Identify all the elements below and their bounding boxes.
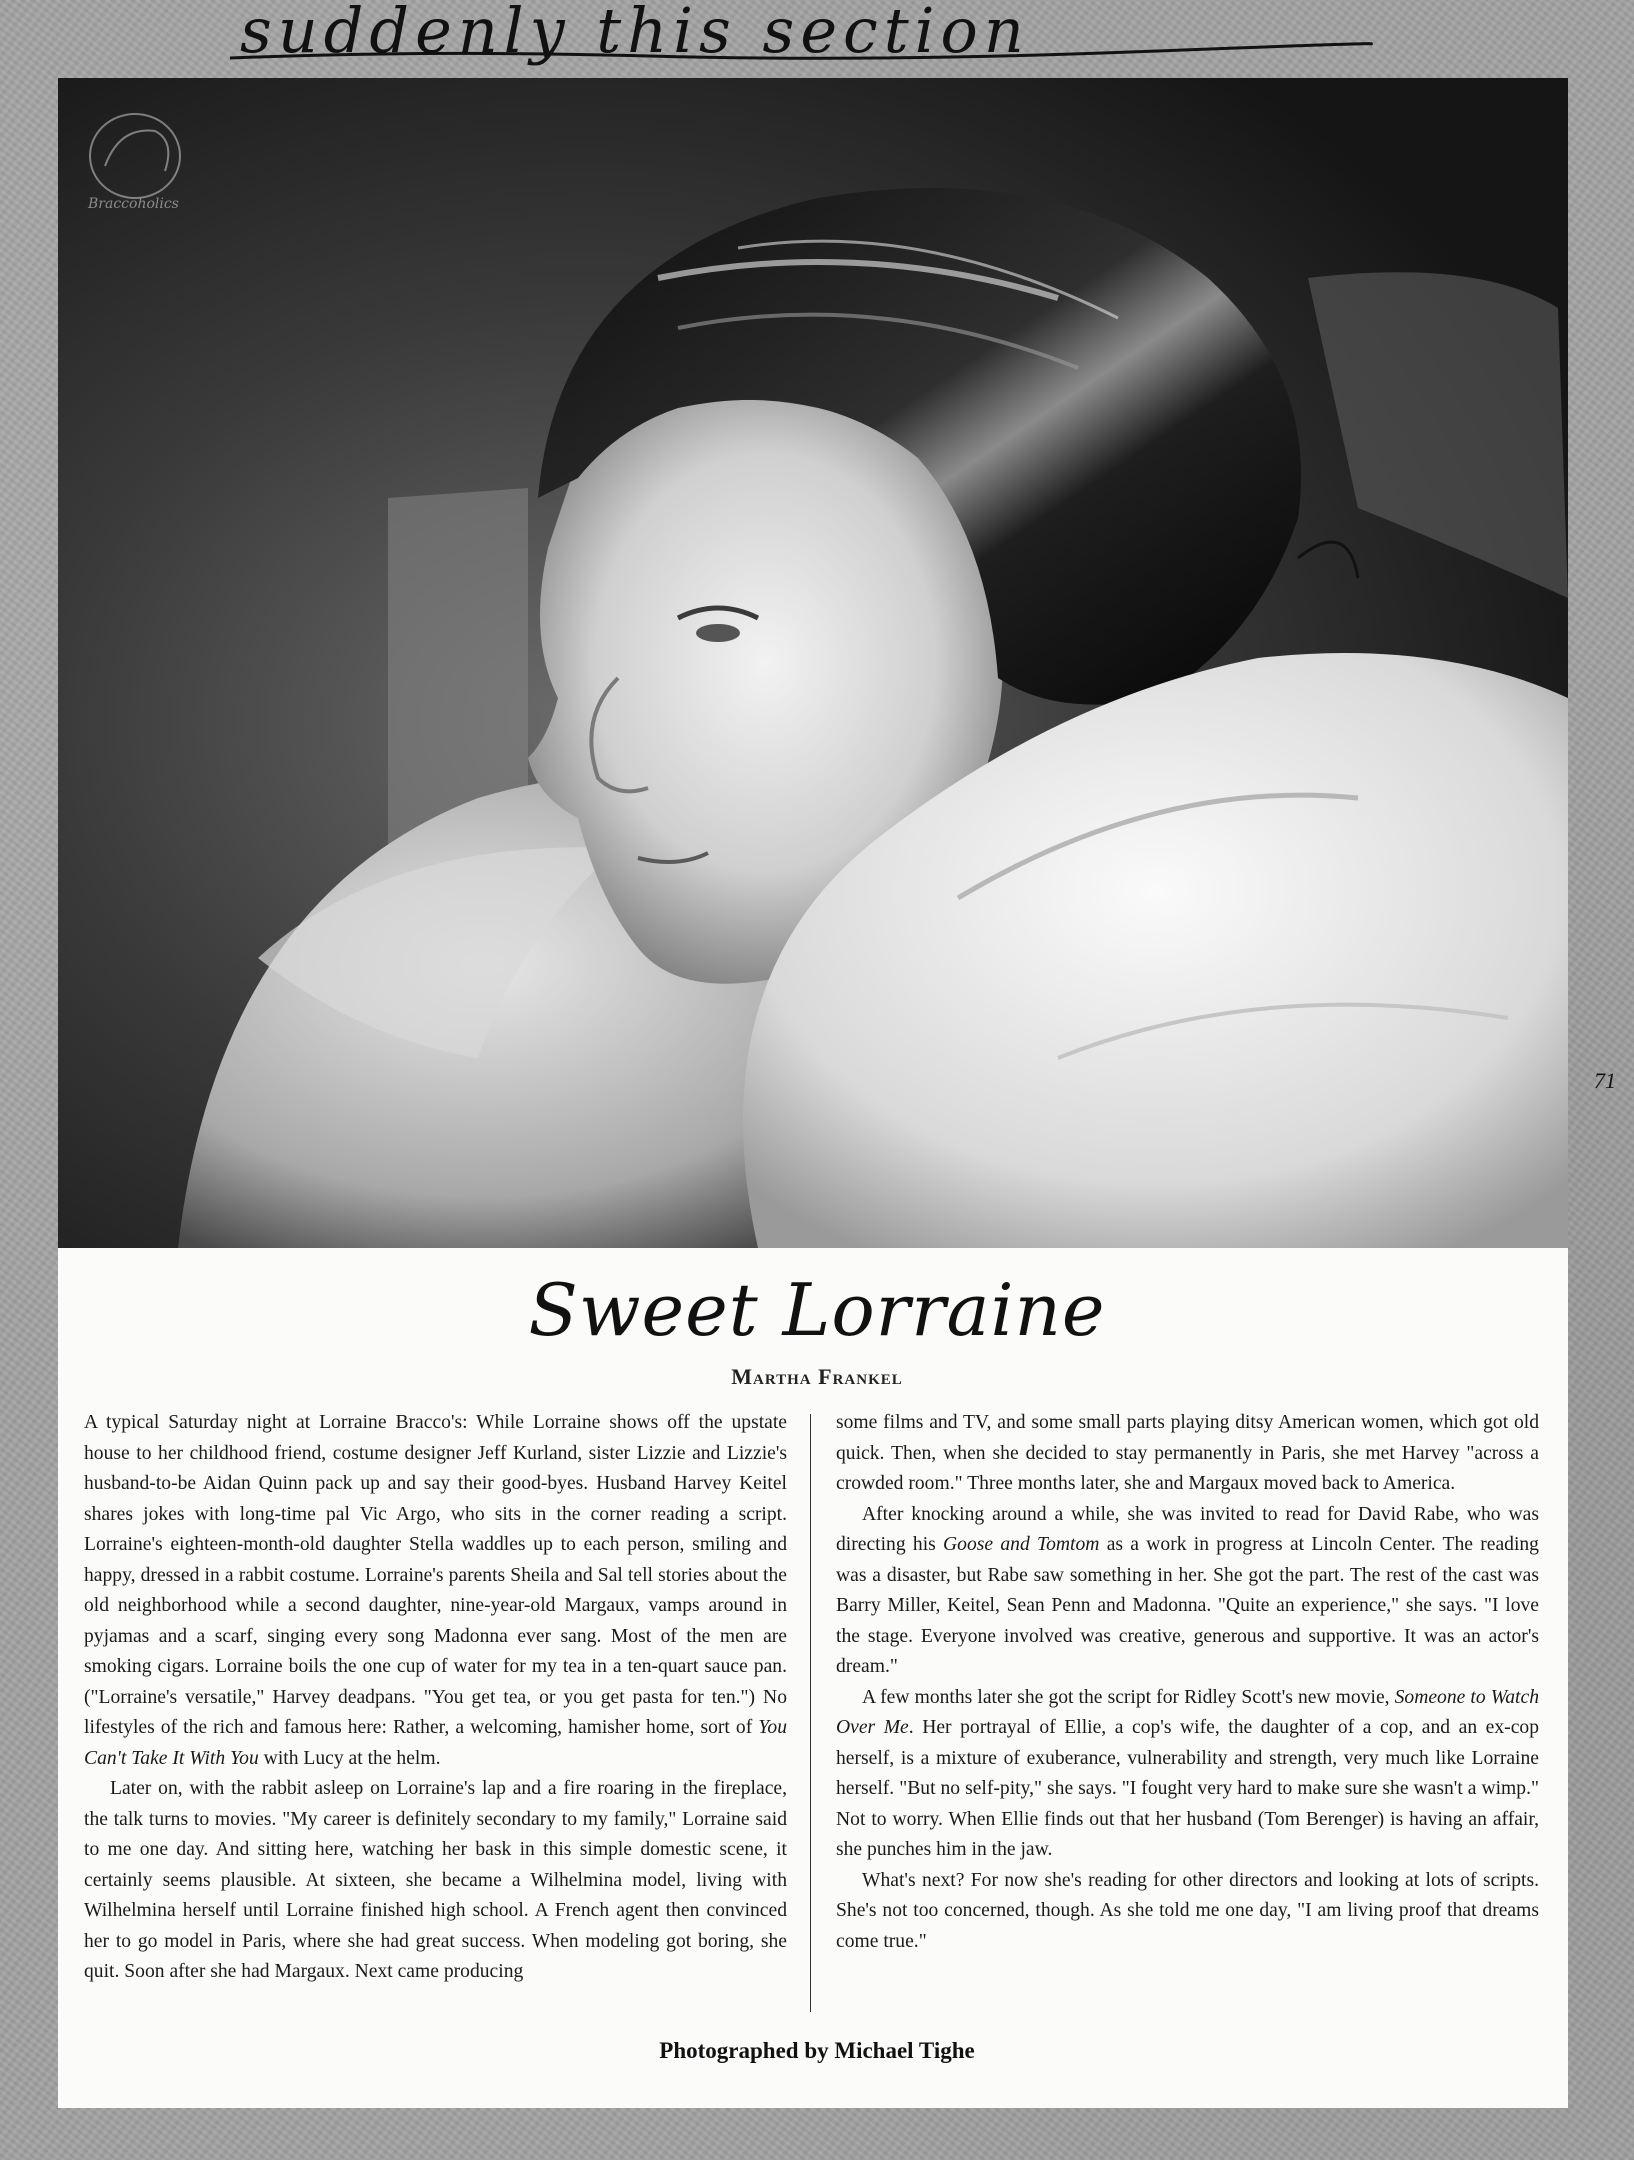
article-title: Sweet Lorraine — [528, 1268, 1106, 1352]
article-column-right — [836, 1408, 1539, 2018]
paragraph: After knocking around a while, she was invited to read for David Rabe, who was directing his Goose and Tomtom as a work in progress at Lincoln Center. The reading was a disaster, but Rabe saw something in her. She got the part. The rest of the cast was Barry Miller, Keitel, Sean Penn and Madonna. "Quite an experience," she says. "I love the stage. Everyone involved was creative, generous and supportive. It was an actor's dream." — [836, 1503, 1539, 1677]
article-body — [84, 1408, 1542, 2018]
photo-credit: Photographed by Michael Tighe — [659, 2038, 975, 2063]
paragraph: Later on, with the rabbit asleep on Lorraine's lap and a fire roaring in the fireplace, the talk turns to movies. "My career is definitely secondary to my family," Lorraine said to me one day. And sitting here, watching her bask in this simple domestic scene, it certainly seems plausible. At sixteen, she became a Wilhelmina model, living with Wilhelmina herself until Lorraine finished high school. A French agent then convinced her to go model in Paris, where she had great success. When modeling got boring, she quit. Soon after she had Margaux. Next came producing — [84, 1778, 787, 1982]
paragraph: What's next? For now she's reading for other directors and looking at lots of scripts. She's not too concerned, though. As she told me one day, "I am living proof that dreams come true." — [836, 1869, 1539, 1952]
braccoholics-watermark — [80, 96, 200, 216]
svg-text:Braccoholics: Braccoholics — [88, 196, 179, 212]
article-byline: Martha Frankel — [731, 1364, 903, 1389]
paragraph: A typical Saturday night at Lorraine Bracco's: While Lorraine shows off the upstate house to her childhood friend, costume designer Jeff Kurland, sister Lizzie and Lizzie's husband-to-be Aidan Quinn pack up and say their good-byes. Husband Harvey Keitel shares jokes with long-time pal Vic Argo, who sits in the corner reading a script. Lorraine's eighteen-month-old daughter Stella waddles up to each person, smiling and happy, dressed in a rabbit costume. Lorraine's parents Sheila and Sal tell stories about the old neighborhood while a second daughter, nine-year-old Margaux, vamps around in pyjamas and a scarf, singing every song Madonna ever sang. Most of the men are smoking cigars. Lorraine boils the one cup of water for my tea in a ten-quart sauce pan. ("Lorraine's versatile," Harvey deadpans. "You get tea, or you get pasta for ten.") No lifestyles of the rich and famous here: Rather, a welcoming, hamisher home, sort of You Can't Take It With You with Lucy at the helm. — [84, 1412, 787, 1769]
column-divider — [810, 1414, 811, 2012]
page-number: 71 — [1594, 1068, 1616, 1093]
handwritten-header — [230, 0, 1380, 70]
handwritten-header-text: suddenly this section — [240, 0, 1030, 67]
paragraph: A few months later she got the script for Ridley Scott's new movie, Someone to Watch Over Me. Her portrayal of Ellie, a cop's wife, the daughter of a cop, and an ex-cop herself, is a mixture of exuberance, vulnerability and strength, very much like Lorraine herself. "But no self-pity," she says. "I fought very hard to make sure she wasn't a wimp." Not to worry. When Ellie finds out that her husband (Tom Berenger) is having an affair, she punches him in the jaw. — [836, 1686, 1539, 1860]
paragraph: some films and TV, and some small parts playing ditsy American women, which got old quick. Then, when she decided to stay permanently in Paris, she met Harvey "across a crowded room." Three months later, she and Margaux moved back to America. — [836, 1412, 1539, 1494]
portrait-photo — [58, 78, 1568, 1248]
article-column-left — [84, 1408, 787, 2018]
